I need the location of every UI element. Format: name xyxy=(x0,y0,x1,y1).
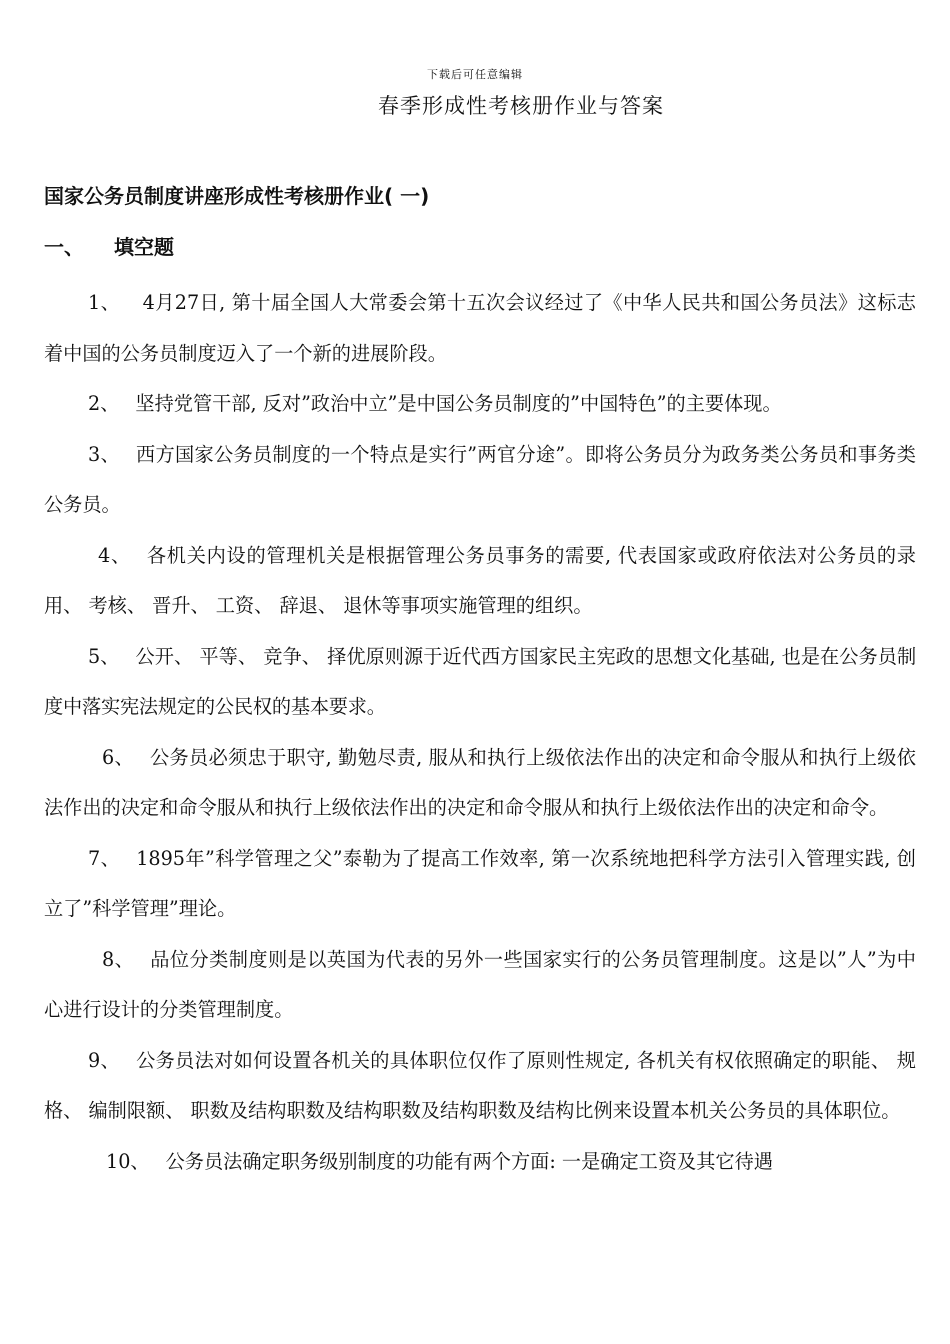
part-label: 填空题 xyxy=(114,235,174,259)
item-number: 3、 xyxy=(88,442,120,466)
item-number: 4、 xyxy=(98,543,131,567)
item-text: 公务员法确定职务级别制度的功能有两个方面: 一是确定工资及其它待遇 xyxy=(165,1149,773,1173)
item-number: 1、 xyxy=(88,291,121,314)
page-title: 春季形成性考核册作业与答案 xyxy=(378,94,664,118)
list-item xyxy=(44,278,916,379)
item-text: 公务员必须忠于职守, 勤勉尽责, 服从和执行上级依法作出的决定和命令服从和执行上级依法作出的决定和命令服从和执行上级依法作出的决定和命令服从和执行上级依法作出的决定和命令。 xyxy=(44,745,916,819)
list-item xyxy=(44,1036,916,1137)
item-text: 品位分类制度则是以英国为代表的另外一些国家实行的公务员管理制度。这是以”人”为中心进行设计的分类管理制度。 xyxy=(44,947,916,1021)
item-text: 各机关内设的管理机关是根据管理公务员事务的需要, 代表国家或政府依法对公务员的录用、 考核、 晋升、 工资、 辞退、 退休等事项实施管理的组织。 xyxy=(44,543,916,617)
header-note: 下载后可任意编辑 xyxy=(427,68,523,81)
part-heading xyxy=(44,231,174,260)
item-text: 4月27日, 第十届全国人大常委会第十五次会议经过了《中华人民共和国公务员法》这标志着中国的公务员制度迈入了一个新的进展阶段。 xyxy=(44,291,916,365)
item-number: 8、 xyxy=(102,947,135,971)
part-number: 一、 xyxy=(44,235,84,259)
list-item xyxy=(44,834,916,935)
list-item xyxy=(44,935,916,1036)
item-number: 9、 xyxy=(88,1048,121,1072)
list-item xyxy=(44,1137,916,1188)
item-text: 坚持党管干部, 反对”政治中立”是中国公务员制度的”中国特色”的主要体现。 xyxy=(135,392,782,415)
list-item xyxy=(44,379,916,430)
item-number: 10、 xyxy=(106,1149,150,1173)
item-text: 公务员法对如何设置各机关的具体职位仅作了原则性规定, 各机关有权依照确定的职能、 规格、 编制限额、 职数及结构职数及结构职数及结构职数及结构比例来设置本机关公务员的具体职位。 xyxy=(44,1048,916,1122)
item-number: 6、 xyxy=(102,745,135,769)
section-heading: 国家公务员制度讲座形成性考核册作业( 一) xyxy=(44,184,430,208)
item-number: 2、 xyxy=(88,392,120,415)
item-text: 西方国家公务员制度的一个特点是实行”两官分途”。即将公务员分为政务类公务员和事务类公务员。 xyxy=(44,442,916,516)
item-text: 1895年”科学管理之父”泰勒为了提高工作效率, 第一次系统地把科学方法引入管理实践, 创立了”科学管理”理论。 xyxy=(44,846,916,920)
list-item xyxy=(44,632,916,733)
item-number: 7、 xyxy=(88,846,121,870)
item-text: 公开、 平等、 竞争、 择优原则源于近代西方国家民主宪政的思想文化基础, 也是在公务员制度中落实宪法规定的公民权的基本要求。 xyxy=(44,644,916,718)
list-item xyxy=(44,733,916,834)
list-item xyxy=(44,430,916,531)
list-item xyxy=(44,531,916,632)
item-number: 5、 xyxy=(88,644,120,668)
fill-in-list xyxy=(44,278,916,1187)
